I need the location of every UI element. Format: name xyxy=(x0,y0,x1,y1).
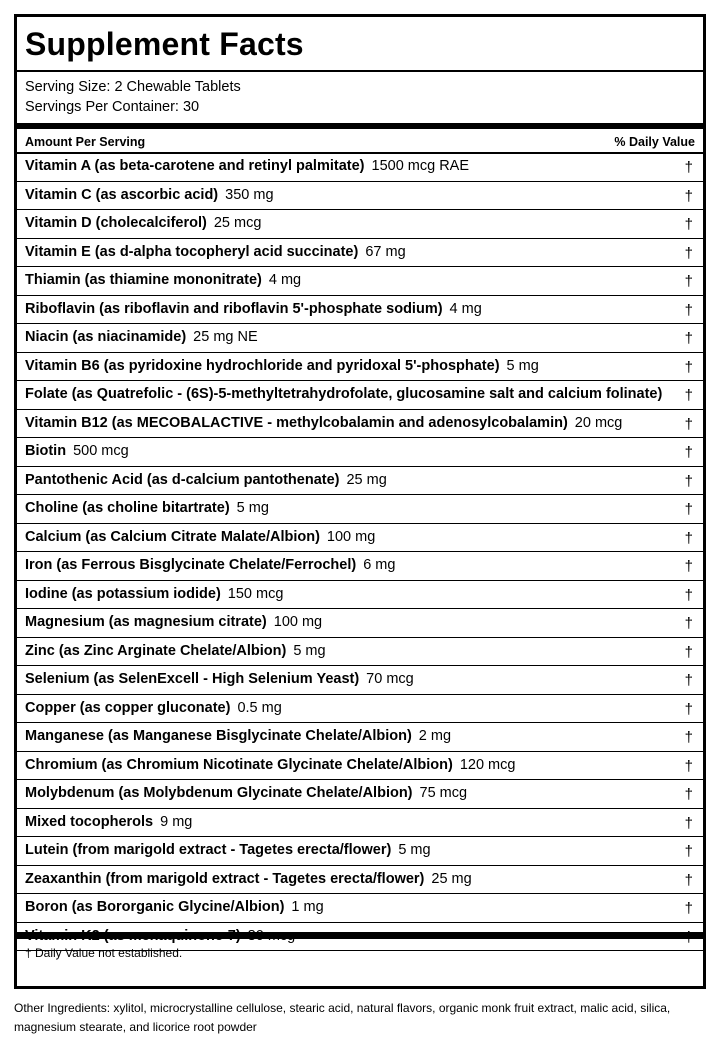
nutrient-text xyxy=(25,244,406,260)
thick-divider-bottom xyxy=(17,932,703,939)
daily-value-mark: † xyxy=(684,301,693,319)
nutrient-amount: 4 mg xyxy=(449,300,482,317)
nutrient-text xyxy=(25,472,387,488)
daily-value-mark: † xyxy=(684,415,693,433)
nutrient-name: Copper (as copper gluconate) xyxy=(25,699,231,716)
nutrient-text xyxy=(25,415,622,431)
nutrient-text xyxy=(25,443,129,459)
nutrient-row xyxy=(17,666,703,695)
nutrient-row xyxy=(17,239,703,268)
nutrient-row xyxy=(17,296,703,325)
nutrient-text xyxy=(25,329,258,345)
nutrient-amount: 1500 mcg RAE xyxy=(371,158,470,174)
nutrient-text xyxy=(25,529,375,545)
daily-value-mark: † xyxy=(684,643,693,661)
serving-info xyxy=(25,78,241,117)
nutrient-text xyxy=(25,557,395,573)
nutrient-text xyxy=(25,614,322,630)
nutrient-name: Lutein (from marigold extract - Tagetes erecta/flower) xyxy=(25,842,392,858)
nutrient-name: Selenium (as SelenExcell - High Selenium Yeast) xyxy=(25,671,360,687)
daily-value-mark: † xyxy=(684,501,693,518)
nutrient-amount: 6 mg xyxy=(363,557,396,573)
amount-header: Amount Per Serving xyxy=(25,135,146,149)
daily-value-mark: † xyxy=(684,558,693,575)
supplement-facts-panel xyxy=(14,14,706,989)
nutrient-name: Vitamin B6 (as pyridoxine hydrochloride and pyridoxal 5'-phosphate) xyxy=(25,357,500,374)
daily-value-mark: † xyxy=(684,900,693,917)
nutrient-text xyxy=(25,871,472,887)
nutrient-name: Boron (as Bororganic Glycine/Albion) xyxy=(25,899,285,915)
nutrient-row xyxy=(17,638,703,667)
daily-value-mark: † xyxy=(684,187,693,205)
nutrient-row xyxy=(17,353,703,382)
thick-divider xyxy=(17,123,703,129)
nutrient-amount: 25 mg xyxy=(431,870,472,887)
nutrient-row xyxy=(17,809,703,838)
daily-value-header: % Daily Value xyxy=(614,135,695,149)
nutrient-amount: 70 mcg xyxy=(366,671,414,687)
daily-value-mark: † xyxy=(684,244,693,262)
nutrient-amount: 25 mg NE xyxy=(193,329,258,345)
daily-value-mark: † xyxy=(684,814,693,832)
nutrient-row xyxy=(17,524,703,553)
nutrient-amount: 500 mcg xyxy=(73,443,129,459)
nutrient-amount: 120 mcg xyxy=(459,756,516,773)
nutrient-text xyxy=(25,700,282,716)
daily-value-mark: † xyxy=(684,843,693,860)
nutrient-name: Niacin (as niacinamide) xyxy=(25,329,187,345)
nutrient-text xyxy=(25,158,469,174)
nutrient-row xyxy=(17,581,703,610)
nutrient-row xyxy=(17,182,703,211)
nutrient-name: Choline (as choline bitartrate) xyxy=(25,500,230,516)
nutrient-name: Vitamin A (as beta-carotene and retinyl palmitate) xyxy=(25,158,365,174)
daily-value-mark: † xyxy=(684,672,693,689)
nutrient-row xyxy=(17,752,703,781)
nutrient-name: Molybdenum (as Molybdenum Glycinate Chelate/Albion) xyxy=(25,785,413,801)
nutrient-row xyxy=(17,495,703,524)
nutrient-row xyxy=(17,837,703,866)
nutrient-text xyxy=(25,785,467,801)
daily-value-mark: † xyxy=(684,729,693,746)
nutrient-amount: 9 mg xyxy=(160,813,193,830)
nutrient-amount: 25 mg xyxy=(346,471,387,488)
nutrient-name: Folate (as Quatrefolic - (6S)-5-methyltetrahydrofolate, glucosamine salt and calcium folinate) xyxy=(25,386,663,402)
nutrient-name: Riboflavin (as riboflavin and riboflavin 5'-phosphate sodium) xyxy=(25,300,443,317)
nutrient-amount: 5 mg xyxy=(293,642,326,659)
nutrient-row xyxy=(17,609,703,638)
nutrient-name: Zeaxanthin (from marigold extract - Tagetes erecta/flower) xyxy=(25,870,425,887)
nutrient-amount: 100 mg xyxy=(326,528,376,545)
nutrient-text xyxy=(25,671,414,687)
nutrient-amount: 20 mcg xyxy=(574,414,623,431)
nutrient-text xyxy=(25,500,269,516)
nutrient-name: Zinc (as Zinc Arginate Chelate/Albion) xyxy=(25,642,287,659)
daily-value-mark: † xyxy=(684,273,693,290)
nutrient-amount: 0.5 mg xyxy=(237,699,282,716)
nutrient-row xyxy=(17,552,703,581)
nutrient-name: Vitamin D (cholecalciferol) xyxy=(25,215,207,231)
daily-value-mark: † xyxy=(684,700,693,718)
nutrient-amount: 5 mg xyxy=(236,500,269,516)
serving-size: Serving Size: 2 Chewable Tablets xyxy=(25,79,241,95)
nutrient-text xyxy=(25,757,515,773)
nutrient-text xyxy=(25,842,431,858)
nutrient-text xyxy=(25,187,274,203)
nutrient-row xyxy=(17,894,703,923)
daily-value-mark: † xyxy=(684,387,693,404)
nutrient-name: Biotin xyxy=(25,443,67,459)
nutrient-row xyxy=(17,210,703,239)
nutrient-name: Pantothenic Acid (as d-calcium pantothenate) xyxy=(25,471,340,488)
daily-value-mark: † xyxy=(684,786,693,803)
nutrient-row xyxy=(17,267,703,296)
nutrient-text xyxy=(25,586,283,602)
nutrient-name: Iron (as Ferrous Bisglycinate Chelate/Ferrochel) xyxy=(25,557,357,573)
nutrient-text xyxy=(25,899,324,915)
nutrient-name: Thiamin (as thiamine mononitrate) xyxy=(25,272,262,288)
nutrient-row xyxy=(17,153,703,182)
servings-per-container: Servings Per Container: 30 xyxy=(25,98,200,115)
nutrient-text xyxy=(25,386,662,402)
nutrient-row xyxy=(17,780,703,809)
nutrient-name: Vitamin C (as ascorbic acid) xyxy=(25,186,219,203)
nutrient-amount: 350 mg xyxy=(225,186,274,203)
nutrient-name: Vitamin B12 (as MECOBALACTIVE - methylcobalamin and adenosylcobalamin) xyxy=(25,414,568,431)
nutrient-name: Vitamin E (as d-alpha tocopheryl acid succinate) xyxy=(25,243,359,260)
nutrient-name: Chromium (as Chromium Nicotinate Glycinate Chelate/Albion) xyxy=(25,756,453,773)
daily-value-mark: † xyxy=(684,330,693,347)
nutrient-row xyxy=(17,866,703,895)
nutrient-name: Mixed tocopherols xyxy=(25,813,154,830)
nutrient-amount: 5 mg xyxy=(506,357,539,374)
daily-value-mark: † xyxy=(684,757,693,775)
daily-value-mark: † xyxy=(684,216,693,233)
nutrient-row xyxy=(17,438,703,467)
daily-value-mark: † xyxy=(684,159,693,176)
nutrient-amount: 150 mcg xyxy=(227,585,284,602)
nutrient-text xyxy=(25,728,451,744)
nutrient-row xyxy=(17,381,703,410)
nutrient-name: Manganese (as Manganese Bisglycinate Chelate/Albion) xyxy=(25,728,412,744)
nutrient-row xyxy=(17,723,703,752)
nutrient-name: Iodine (as potassium iodide) xyxy=(25,585,221,602)
nutrient-text xyxy=(25,358,539,374)
daily-value-mark: † xyxy=(684,529,693,547)
footnote: † Daily Value not established. xyxy=(25,946,183,960)
daily-value-mark: † xyxy=(684,615,693,632)
daily-value-mark: † xyxy=(684,586,693,604)
nutrient-name: Magnesium (as magnesium citrate) xyxy=(25,614,267,630)
nutrient-text xyxy=(25,301,482,317)
nutrient-row xyxy=(17,467,703,496)
nutrient-amount: 75 mcg xyxy=(419,785,468,801)
nutrient-amount: 100 mg xyxy=(273,614,323,630)
nutrient-amount: 67 mg xyxy=(365,243,406,260)
nutrient-name: Calcium (as Calcium Citrate Malate/Albion) xyxy=(25,528,320,545)
daily-value-mark: † xyxy=(684,871,693,889)
daily-value-mark: † xyxy=(684,444,693,461)
daily-value-mark: † xyxy=(684,358,693,376)
nutrient-amount: 25 mcg xyxy=(213,215,262,231)
daily-value-mark: † xyxy=(684,472,693,490)
panel-title: Supplement Facts xyxy=(25,26,304,62)
nutrient-row xyxy=(17,695,703,724)
nutrient-row xyxy=(17,410,703,439)
divider xyxy=(17,70,703,72)
other-ingredients: Other Ingredients: xylitol, microcrystalline cellulose, stearic acid, natural flavors, organic monk fruit extract, malic acid, silica, magnesium stearate, and licorice root powder xyxy=(14,1001,671,1034)
nutrient-text xyxy=(25,643,326,659)
nutrient-row xyxy=(17,324,703,353)
nutrient-text xyxy=(25,814,192,830)
nutrient-amount: 2 mg xyxy=(418,728,452,744)
table-header xyxy=(25,133,695,151)
nutrient-amount: 5 mg xyxy=(398,842,431,858)
nutrient-text xyxy=(25,272,301,288)
nutrient-amount: 4 mg xyxy=(268,272,302,288)
nutrient-list xyxy=(17,153,703,951)
nutrient-amount: 1 mg xyxy=(291,899,324,915)
nutrient-text xyxy=(25,215,261,231)
